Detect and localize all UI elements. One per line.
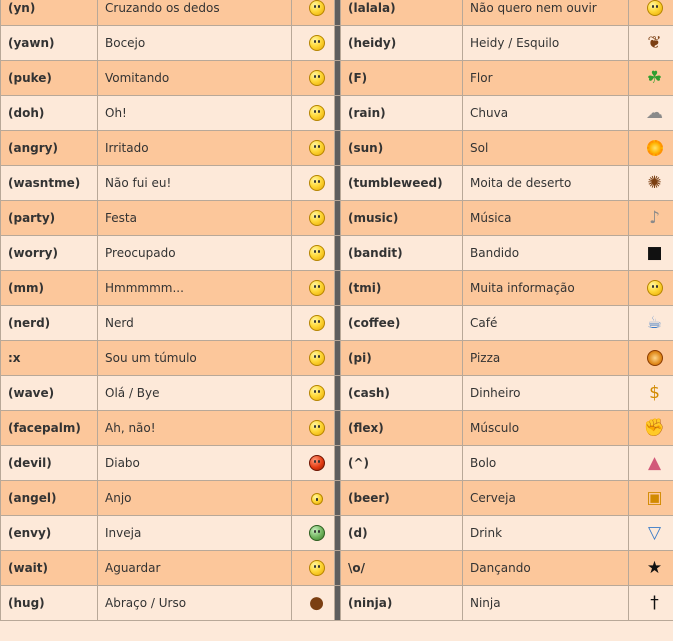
emoticon-description: Dinheiro <box>463 376 629 411</box>
emoticon-description: Pizza <box>463 341 629 376</box>
emoticon-description: Preocupado <box>98 236 292 271</box>
emoticon-code: (pi) <box>341 341 463 376</box>
table-row <box>1 411 673 446</box>
emoticon-code: (puke) <box>1 61 98 96</box>
emoticon-code: \o/ <box>341 551 463 586</box>
flower-icon: ☘ <box>629 61 673 96</box>
cash-icon: $ <box>629 376 673 411</box>
emoticon-code: (hug) <box>1 586 98 621</box>
table-row <box>1 0 673 26</box>
emoticon-description: Cerveja <box>463 481 629 516</box>
emoticon-description: Cruzando os dedos <box>98 0 292 26</box>
doh-icon <box>292 96 335 131</box>
tumbleweed-icon: ✺ <box>629 166 673 201</box>
emoticon-code: (d) <box>341 516 463 551</box>
emoticon-table-body <box>1 0 673 621</box>
emoticon-description: Dançando <box>463 551 629 586</box>
emoticon-code: (angel) <box>1 481 98 516</box>
emoticon-code: (coffee) <box>341 306 463 341</box>
emoticon-code: (envy) <box>1 516 98 551</box>
music-note-icon: ♪ <box>629 201 673 236</box>
emoticon-description: Festa <box>98 201 292 236</box>
emoticon-description: Sou um túmulo <box>98 341 292 376</box>
table-row <box>1 166 673 201</box>
table-row <box>1 481 673 516</box>
emoticon-description: Irritado <box>98 131 292 166</box>
emoticon-code: (^) <box>341 446 463 481</box>
table-row <box>1 376 673 411</box>
emoticon-description: Não quero nem ouvir <box>463 0 629 26</box>
emoticon-description: Chuva <box>463 96 629 131</box>
emoticon-code: (nerd) <box>1 306 98 341</box>
dancing-icon: ★ <box>629 551 673 586</box>
table-row <box>1 516 673 551</box>
rain-cloud-icon: ☁ <box>629 96 673 131</box>
table-row <box>1 61 673 96</box>
cake-icon: ▲ <box>629 446 673 481</box>
emoticon-description: Flor <box>463 61 629 96</box>
emoticon-code: (heidy) <box>341 26 463 61</box>
worry-icon <box>292 236 335 271</box>
emoticon-description: Ninja <box>463 586 629 621</box>
squirrel-icon: ❦ <box>629 26 673 61</box>
coffee-cup-icon: ☕ <box>629 306 673 341</box>
angel-icon <box>292 481 335 516</box>
flex-arm-icon: ✊ <box>629 411 673 446</box>
emoticon-code: (flex) <box>341 411 463 446</box>
emoticon-code: (devil) <box>1 446 98 481</box>
bandit-icon: ■ <box>629 236 673 271</box>
emoticon-description: Oh! <box>98 96 292 131</box>
table-row <box>1 341 673 376</box>
party-icon <box>292 201 335 236</box>
pizza-icon <box>629 341 673 376</box>
emoticon-description: Ah, não! <box>98 411 292 446</box>
emoticon-code: (tumbleweed) <box>341 166 463 201</box>
table-row <box>1 306 673 341</box>
emoticon-description: Sol <box>463 131 629 166</box>
envy-icon <box>292 516 335 551</box>
facepalm-icon <box>292 411 335 446</box>
emoticon-code: (F) <box>341 61 463 96</box>
wave-icon <box>292 376 335 411</box>
emoticon-code: (mm) <box>1 271 98 306</box>
emoticon-code: (worry) <box>1 236 98 271</box>
tmi-icon <box>629 271 673 306</box>
emoticon-description: Inveja <box>98 516 292 551</box>
emoticon-code: (wasntme) <box>1 166 98 201</box>
table-row <box>1 551 673 586</box>
emoticon-description: Aguardar <box>98 551 292 586</box>
emoticon-description: Hmmmmm... <box>98 271 292 306</box>
emoticon-description: Café <box>463 306 629 341</box>
emoticon-code: (doh) <box>1 96 98 131</box>
table-row <box>1 96 673 131</box>
emoticon-description: Bandido <box>463 236 629 271</box>
table-row <box>1 26 673 61</box>
angry-icon <box>292 131 335 166</box>
cocktail-icon: ▽ <box>629 516 673 551</box>
emoticon-code: (bandit) <box>341 236 463 271</box>
emoticon-code: (cash) <box>341 376 463 411</box>
emoticon-description: Nerd <box>98 306 292 341</box>
ninja-icon: † <box>629 586 673 621</box>
wait-icon <box>292 551 335 586</box>
yawn-icon <box>292 26 335 61</box>
table-row <box>1 236 673 271</box>
emoticon-code: (beer) <box>341 481 463 516</box>
sun-icon <box>629 131 673 166</box>
table-row <box>1 586 673 621</box>
table-row <box>1 446 673 481</box>
emoticon-description: Bocejo <box>98 26 292 61</box>
emoticon-description: Muita informação <box>463 271 629 306</box>
emoticon-description: Abraço / Urso <box>98 586 292 621</box>
emoticon-code: (ninja) <box>341 586 463 621</box>
table-row <box>1 131 673 166</box>
emoticon-description: Diabo <box>98 446 292 481</box>
table-row <box>1 201 673 236</box>
emoticon-description: Olá / Bye <box>98 376 292 411</box>
emoticon-code: (lalala) <box>341 0 463 26</box>
emoticon-code: (rain) <box>341 96 463 131</box>
puke-icon <box>292 61 335 96</box>
emoticon-code: (wait) <box>1 551 98 586</box>
emoticon-description: Moita de deserto <box>463 166 629 201</box>
emoticon-code: (music) <box>341 201 463 236</box>
lips-sealed-icon <box>292 341 335 376</box>
emoticon-description: Heidy / Esquilo <box>463 26 629 61</box>
table-row <box>1 271 673 306</box>
emoticon-code: (party) <box>1 201 98 236</box>
hug-bear-icon: ● <box>292 586 335 621</box>
emoticon-description: Vomitando <box>98 61 292 96</box>
emoticon-code: (wave) <box>1 376 98 411</box>
emoticon-description: Músculo <box>463 411 629 446</box>
devil-icon <box>292 446 335 481</box>
fingers-crossed-icon <box>292 0 335 26</box>
nerd-icon <box>292 306 335 341</box>
wasntme-icon <box>292 166 335 201</box>
emoticon-code: (facepalm) <box>1 411 98 446</box>
beer-mug-icon: ▣ <box>629 481 673 516</box>
emoticon-description: Música <box>463 201 629 236</box>
lalala-icon <box>629 0 673 26</box>
emoticon-description: Anjo <box>98 481 292 516</box>
emoticon-code: (tmi) <box>341 271 463 306</box>
emoticon-code: :x <box>1 341 98 376</box>
emoticon-code: (yawn) <box>1 26 98 61</box>
mm-icon <box>292 271 335 306</box>
emoticon-description: Não fui eu! <box>98 166 292 201</box>
emoticon-description: Bolo <box>463 446 629 481</box>
emoticon-code: (angry) <box>1 131 98 166</box>
emoticon-code: (yn) <box>1 0 98 26</box>
emoticon-code: (sun) <box>341 131 463 166</box>
emoticon-description: Drink <box>463 516 629 551</box>
